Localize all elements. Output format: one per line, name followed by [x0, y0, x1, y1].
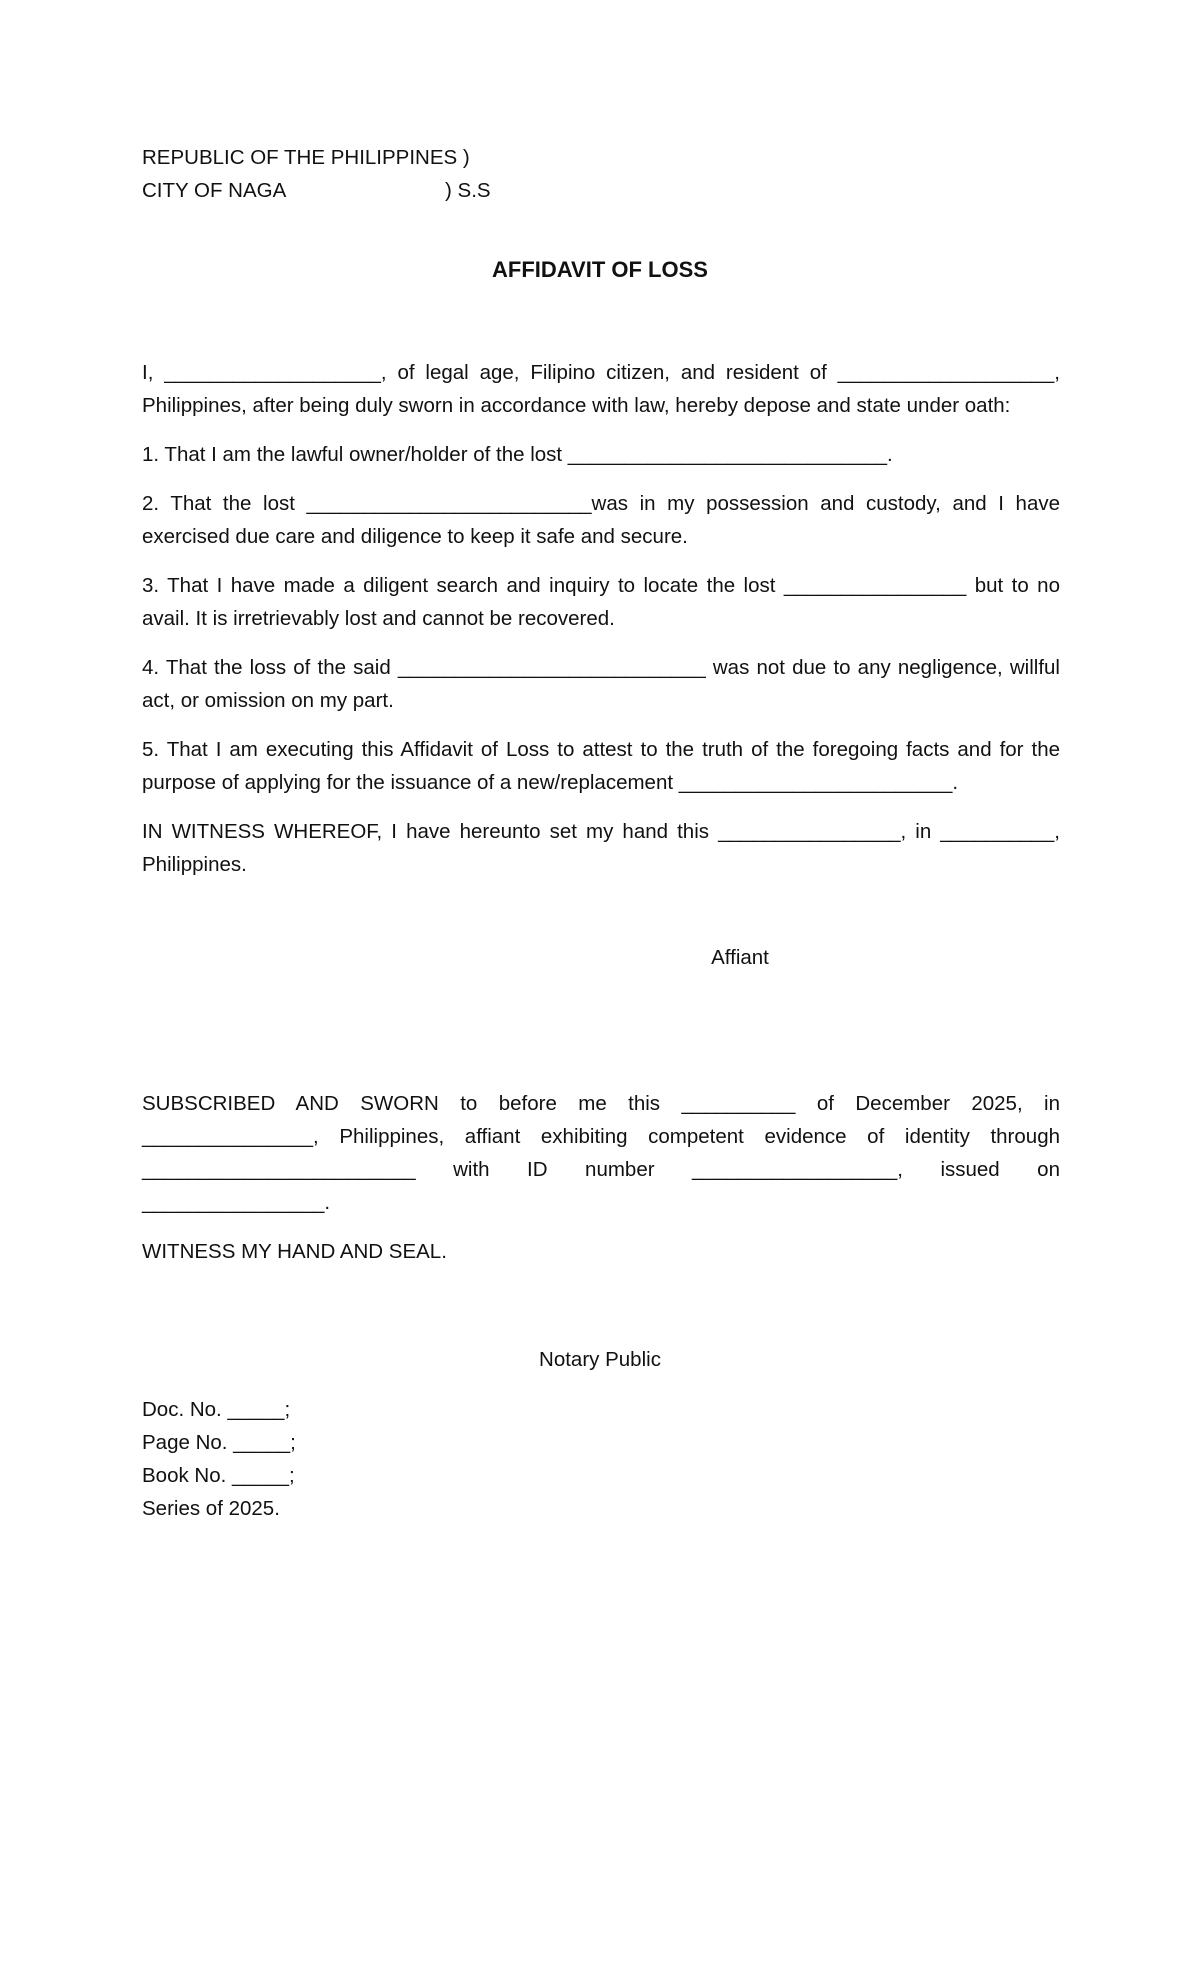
series-line: Series of 2025. [142, 1497, 280, 1520]
item-3-paragraph: 3. That I have made a diligent search and inquiry to locate the lost ________________ but to no avail. It is irretrievably lost and cannot be recovered. [142, 574, 1060, 630]
jurat-paragraph: SUBSCRIBED AND SWORN to before me this __________ of December 2025, in _______________, Philippines, affiant exhibiting competent evidence of identity through ________________________ with ID number __________________, issued on ________________. [142, 1092, 1060, 1214]
jurat-block [142, 1087, 1060, 1284]
book-no-line: Book No. _____; [142, 1464, 295, 1487]
venue-republic-text: REPUBLIC OF THE PHILIPPINES ) [142, 146, 470, 169]
intro-paragraph: I, ___________________, of legal age, Filipino citizen, and resident of ___________________, Philippines, after being duly sworn in accordance with law, hereby depose and state under oath: [142, 361, 1060, 417]
page-no-line: Page No. _____; [142, 1431, 296, 1454]
affidavit-body [142, 356, 1060, 897]
notary-public-label: Notary Public [539, 1348, 661, 1371]
item-2-paragraph: 2. That the lost _________________________was in my possession and custody, and I have exercised due care and diligence to keep it safe and secure. [142, 492, 1060, 548]
document-title: AFFIDAVIT OF LOSS [492, 257, 708, 282]
item-4-paragraph: 4. That the loss of the said ___________________________ was not due to any negligence, willful act, or omission on my part. [142, 656, 1060, 712]
venue-city-text: CITY OF NAGA [142, 179, 287, 202]
doc-no-line: Doc. No. _____; [142, 1398, 291, 1421]
seal-line: WITNESS MY HAND AND SEAL. [142, 1240, 447, 1263]
venue-block [142, 141, 1060, 207]
venue-line-republic [142, 141, 1060, 174]
venue-line-city [142, 174, 1060, 207]
notarial-register-block [142, 1393, 1060, 1525]
item-1-paragraph: 1. That I am the lawful owner/holder of the lost ____________________________. [142, 443, 893, 466]
venue-ss-text: ) S.S [445, 179, 491, 202]
witness-paragraph: IN WITNESS WHEREOF, I have hereunto set my hand this ________________, in __________, Philippines. [142, 820, 1060, 876]
affiant-label: Affiant [711, 946, 769, 969]
item-5-paragraph: 5. That I am executing this Affidavit of Loss to attest to the truth of the foregoing facts and for the purpose of applying for the issuance of a new/replacement ________________________. [142, 738, 1060, 794]
